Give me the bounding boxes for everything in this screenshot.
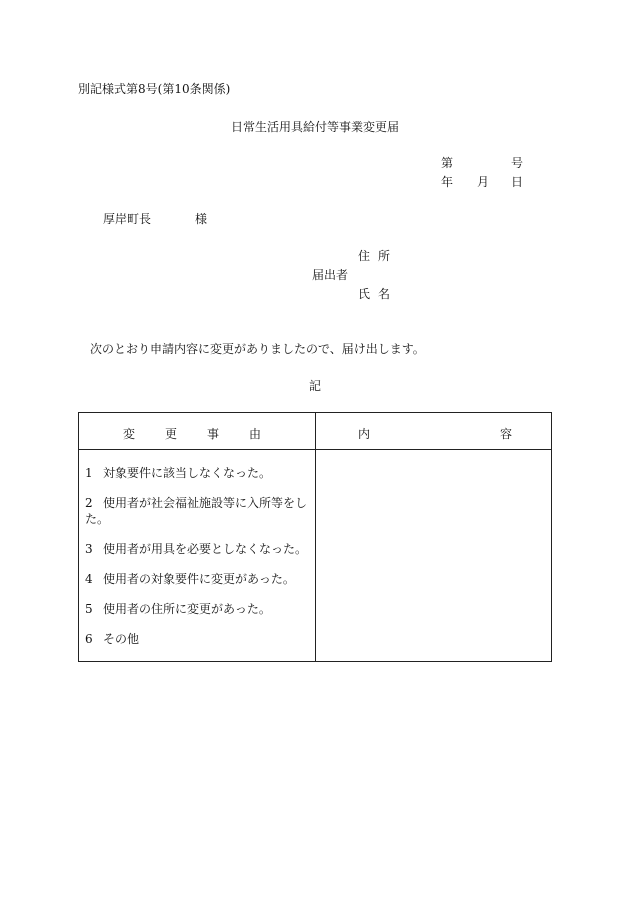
reason-number: 2 bbox=[85, 496, 93, 510]
reason-text: 使用者が社会福祉施設等に入所等をした。 bbox=[85, 496, 308, 526]
document-number-suffix: 号 bbox=[511, 156, 524, 170]
ki-heading: 記 bbox=[308, 379, 321, 393]
reason-item bbox=[85, 541, 313, 557]
applicant-name-label: 氏名 bbox=[358, 287, 399, 301]
reason-text: 対象要件に該当しなくなった。 bbox=[103, 466, 272, 480]
reason-text: 使用者が用具を必要としなくなった。 bbox=[103, 542, 308, 556]
applicant-group-label: 届出者 bbox=[312, 268, 349, 282]
form-number: 別記様式第8号(第10条関係) bbox=[78, 82, 231, 96]
reason-number: 6 bbox=[85, 632, 93, 646]
header-change-reason: 変更事由 bbox=[122, 427, 291, 441]
reason-text: 使用者の住所に変更があった。 bbox=[103, 602, 271, 616]
reason-item bbox=[85, 495, 313, 527]
statement-text: 次のとおり申請内容に変更がありましたので、届け出します。 bbox=[90, 342, 425, 356]
reason-item bbox=[85, 631, 313, 647]
document-number-label: 第 bbox=[441, 156, 454, 170]
addressee-honorific: 様 bbox=[195, 212, 208, 226]
applicant-address-label: 住所 bbox=[358, 249, 399, 263]
reason-item bbox=[85, 571, 313, 587]
date-month-label: 月 bbox=[477, 175, 490, 189]
reason-number: 5 bbox=[85, 602, 93, 616]
reason-text: その他 bbox=[103, 632, 140, 646]
reason-item bbox=[85, 465, 313, 481]
date-year-label: 年 bbox=[441, 175, 454, 189]
change-table bbox=[78, 412, 552, 662]
reason-text: 使用者の対象要件に変更があった。 bbox=[103, 572, 295, 586]
table-column-divider bbox=[315, 413, 316, 661]
reason-number: 4 bbox=[85, 572, 93, 586]
document-title: 日常生活用具給付等事業変更届 bbox=[230, 120, 399, 134]
reason-number: 1 bbox=[85, 466, 93, 480]
addressee-name: 厚岸町長 bbox=[103, 212, 152, 226]
table-header-divider bbox=[79, 449, 551, 450]
reason-item bbox=[85, 601, 313, 617]
header-content-char-2: 容 bbox=[500, 427, 513, 441]
header-content-char-1: 内 bbox=[358, 427, 371, 441]
date-day-label: 日 bbox=[511, 175, 524, 189]
reason-number: 3 bbox=[85, 542, 93, 556]
